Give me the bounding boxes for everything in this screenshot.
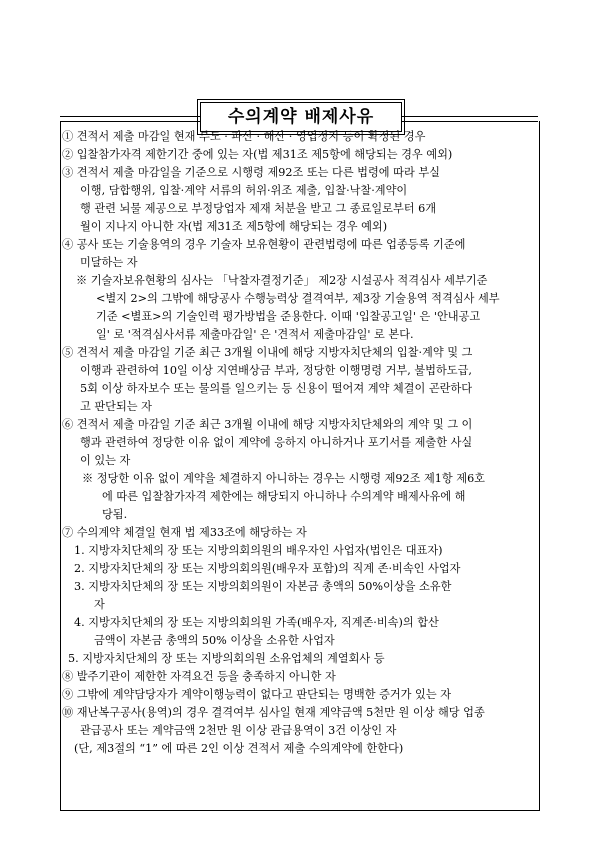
item-7-sub-5: 5. 지방자치단체의 장 또는 지방의회의원 소유업체의 계열회사 등 [68,652,385,665]
item-10-cont: 관급공사 또는 계약금액 2천만 원 이상 관급용역이 3건 이상인 자 [80,724,397,737]
item-6: ⑥ 견적서 제출 마감일 기준 최근 3개월 이내에 해당 지방자치단체와의 계약 및 그 이 [62,418,473,431]
item-2: ② 입찰참가자격 제한기간 중에 있는 자(법 제31조 제5항에 해당되는 경우 예외) [62,148,453,161]
item-4-note-cont: <별지 2>의 그밖에 해당공사 수행능력상 결격여부, 제3장 기술용역 적격심사 세부 [96,292,500,305]
item-8: ⑧ 발주기관이 제한한 자격요건 등을 충족하지 아니한 자 [62,670,336,683]
item-6-cont: 행과 관련하여 정당한 이유 없이 계약에 응하지 아니하거나 포기서를 제출한 사실 [80,436,473,449]
item-5-cont: 5회 이상 하자보수 또는 물의를 일으키는 등 신용이 떨어져 계약 체결이 곤란하다 [80,382,473,395]
item-4-cont: 미달하는 자 [80,256,138,269]
item-3-cont: 이행, 담합행위, 입찰·계약 서류의 허위·위조 제출, 입찰·낙찰·계약이 [80,184,408,197]
item-6-note-cont: 당됨. [102,508,128,521]
item-4-note-cont: 일' 로 '적격심사서류 제출마감일' 은 '견적서 제출마감일' 로 본다. [96,328,414,341]
item-9: ⑨ 그밖에 계약담당자가 계약이행능력이 없다고 판단되는 명백한 증거가 있는 자 [62,688,452,701]
item-5-cont: 이행과 관련하여 10일 이상 지연배상금 부과, 정당한 이행명령 거부, 불법하도급, [80,364,472,377]
item-5-cont: 고 판단되는 자 [80,400,152,413]
item-4-note-cont: 기준 <별표>의 기술인력 평가방법을 준용한다. 이때 '입찰공고일' 은 '안내공고 [96,310,481,323]
item-7-sub-2: 2. 지방자치단체의 장 또는 지방의회의원(배우자 포함)의 직계 존·비속인 사업자 [74,562,461,575]
document-title: 수의계약 배제사유 [200,102,402,132]
item-6-note: ※ 정당한 이유 없이 계약을 체결하지 아니하는 경우는 시행령 제92조 제1항 제6호 [82,472,485,485]
item-7-sub-3: 3. 지방자치단체의 장 또는 지방의회의원이 자본금 총액의 50%이상을 소유한 [74,580,452,593]
item-6-cont: 이 있는 자 [80,454,131,467]
item-7: ⑦ 수의계약 체결일 현재 법 제33조에 해당하는 자 [62,526,307,539]
item-7-sub-1: 1. 지방자치단체의 장 또는 지방의회의원의 배우자인 사업자(법인은 대표자) [74,544,443,557]
item-1: ① 견적서 제출 마감일 현재 부도 · 파산 · 해산 · 영업정지 등이 확정된 경우 [62,130,426,143]
item-3-cont: 행 관련 뇌물 제공으로 부정당업자 제재 처분을 받고 그 종료일로부터 6개 [80,202,437,215]
item-4-note: ※ 기술자보유현황의 심사는 「낙찰자결정기준」 제2장 시설공사 적격심사 세부기준 [76,274,488,287]
item-5: ⑤ 견적서 제출 마감일 기준 최근 3개월 이내에 해당 지방자치단체의 입찰·계약 및 그 [62,346,473,359]
item-10-note: (단, 제3절의 “1” 에 따른 2인 이상 견적서 제출 수의계약에 한한다) [74,742,404,755]
item-7-sub-3-cont: 자 [94,598,105,611]
item-7-sub-4: 4. 지방자치단체의 장 또는 지방의회의원 가족(배우자, 직계존·비속)의 합산 [74,616,439,629]
item-3-cont: 월이 지나지 아니한 자(법 제31조 제5항에 해당되는 경우 예외) [80,220,388,233]
item-7-sub-4-cont: 금액이 자본금 총액의 50% 이상을 소유한 사업자 [94,634,335,647]
item-10: ⑩ 재난복구공사(용역)의 경우 결격여부 심사일 현재 계약금액 5천만 원 이상 해당 업종 [62,706,485,719]
item-4: ④ 공사 또는 기술용역의 경우 기술자 보유현황이 관련법령에 따른 업종등록 기준에 [62,238,466,251]
item-3: ③ 견적서 제출 마감일을 기준으로 시행령 제92조 또는 다른 법령에 따라 부실 [62,166,440,179]
item-6-note-cont: 에 따른 입찰참가자격 제한에는 해당되지 아니하나 수의계약 배제사유에 해 [102,490,466,503]
